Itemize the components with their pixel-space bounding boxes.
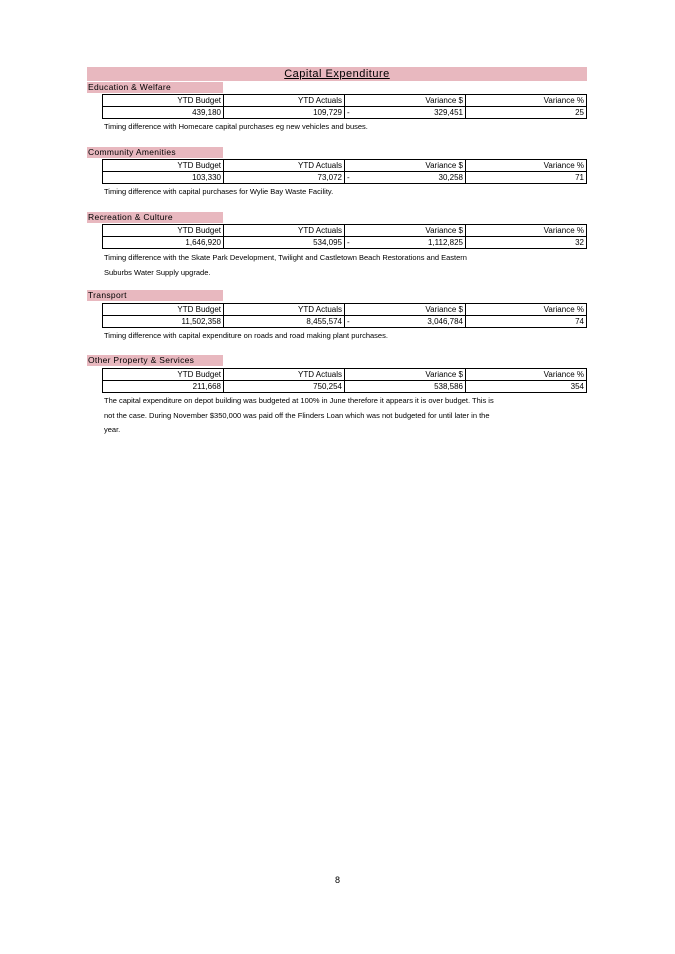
- variance-percent-value: 74: [466, 316, 587, 328]
- table-header-row: [103, 369, 587, 381]
- variance-sign: -: [347, 108, 350, 117]
- section-title-community-amenities: Community Amenities: [87, 147, 223, 158]
- header-ytd-actuals: YTD Actuals: [224, 304, 345, 316]
- header-variance-percent: Variance %: [466, 95, 587, 107]
- variance-dollar-cell: [345, 237, 466, 249]
- header-ytd-budget: YTD Budget: [103, 225, 224, 237]
- variance-dollar-cell: [345, 172, 466, 184]
- header-ytd-budget: YTD Budget: [103, 304, 224, 316]
- table-recreation-culture: [102, 224, 587, 249]
- variance-dollar-value: 329,451: [434, 108, 463, 117]
- header-variance-percent: Variance %: [466, 225, 587, 237]
- variance-dollar-cell: [345, 381, 466, 393]
- section-note: [104, 251, 564, 280]
- section-note: Timing difference with capital purchases for Wylie Bay Waste Facility.: [104, 187, 334, 196]
- variance-sign: -: [347, 317, 350, 326]
- ytd-budget-value: 11,502,358: [103, 316, 224, 328]
- header-variance-dollar: Variance $: [345, 369, 466, 381]
- section-title-transport: Transport: [87, 290, 223, 301]
- table-row: [103, 381, 587, 393]
- header-variance-dollar: Variance $: [345, 304, 466, 316]
- variance-dollar-value: 1,112,825: [428, 238, 463, 247]
- table-row: [103, 107, 587, 119]
- page-number: 8: [334, 875, 340, 885]
- header-variance-percent: Variance %: [466, 160, 587, 172]
- header-ytd-budget: YTD Budget: [103, 369, 224, 381]
- header-ytd-budget: YTD Budget: [103, 160, 224, 172]
- header-variance-dollar: Variance $: [345, 225, 466, 237]
- section-note: Timing difference with capital expenditure on roads and road making plant purchases.: [104, 331, 388, 340]
- table-row: [103, 316, 587, 328]
- variance-percent-value: 32: [466, 237, 587, 249]
- note-line: year.: [104, 425, 121, 434]
- note-line: Timing difference with the Skate Park Development, Twilight and Castletown Beach Restorations and Eastern: [104, 253, 467, 262]
- ytd-actuals-value: 534,095: [224, 237, 345, 249]
- table-header-row: [103, 160, 587, 172]
- table-transport: [102, 303, 587, 328]
- header-variance-dollar: Variance $: [345, 95, 466, 107]
- ytd-actuals-value: 8,455,574: [224, 316, 345, 328]
- variance-dollar-cell: [345, 107, 466, 119]
- table-community-amenities: [102, 159, 587, 184]
- section-note: Timing difference with Homecare capital purchases eg new vehicles and buses.: [104, 122, 368, 131]
- ytd-budget-value: 103,330: [103, 172, 224, 184]
- ytd-budget-value: 1,646,920: [103, 237, 224, 249]
- variance-percent-value: 25: [466, 107, 587, 119]
- header-variance-percent: Variance %: [466, 369, 587, 381]
- ytd-budget-value: 211,668: [103, 381, 224, 393]
- table-header-row: [103, 95, 587, 107]
- header-ytd-budget: YTD Budget: [103, 95, 224, 107]
- note-line: Suburbs Water Supply upgrade.: [104, 267, 211, 277]
- table-header-row: [103, 304, 587, 316]
- variance-percent-value: 354: [466, 381, 587, 393]
- variance-dollar-cell: [345, 316, 466, 328]
- header-variance-dollar: Variance $: [345, 160, 466, 172]
- section-title-other-property-services: Other Property & Services: [87, 355, 223, 366]
- ytd-budget-value: 439,180: [103, 107, 224, 119]
- section-note: [104, 394, 564, 438]
- variance-sign: -: [347, 238, 350, 247]
- variance-dollar-value: 538,586: [434, 382, 463, 391]
- table-row: [103, 172, 587, 184]
- header-ytd-actuals: YTD Actuals: [224, 160, 345, 172]
- page-title: Capital Expenditure: [87, 67, 587, 81]
- section-title-education-welfare: Education & Welfare: [87, 82, 223, 93]
- table-header-row: [103, 225, 587, 237]
- table-education-welfare: [102, 94, 587, 119]
- section-title-recreation-culture: Recreation & Culture: [87, 212, 223, 223]
- table-row: [103, 237, 587, 249]
- variance-dollar-value: 30,258: [438, 173, 463, 182]
- variance-percent-value: 71: [466, 172, 587, 184]
- table-other-property-services: [102, 368, 587, 393]
- note-line: not the case. During November $350,000 was paid off the Flinders Loan which was not budgeted for until later in the: [104, 410, 490, 420]
- header-ytd-actuals: YTD Actuals: [224, 225, 345, 237]
- variance-dollar-value: 3,046,784: [427, 317, 463, 326]
- header-ytd-actuals: YTD Actuals: [224, 95, 345, 107]
- header-ytd-actuals: YTD Actuals: [224, 369, 345, 381]
- note-line: The capital expenditure on depot building was budgeted at 100% in June therefore it appears it is over budget. This is: [104, 396, 494, 405]
- ytd-actuals-value: 109,729: [224, 107, 345, 119]
- variance-sign: -: [347, 173, 350, 182]
- ytd-actuals-value: 750,254: [224, 381, 345, 393]
- header-variance-percent: Variance %: [466, 304, 587, 316]
- ytd-actuals-value: 73,072: [224, 172, 345, 184]
